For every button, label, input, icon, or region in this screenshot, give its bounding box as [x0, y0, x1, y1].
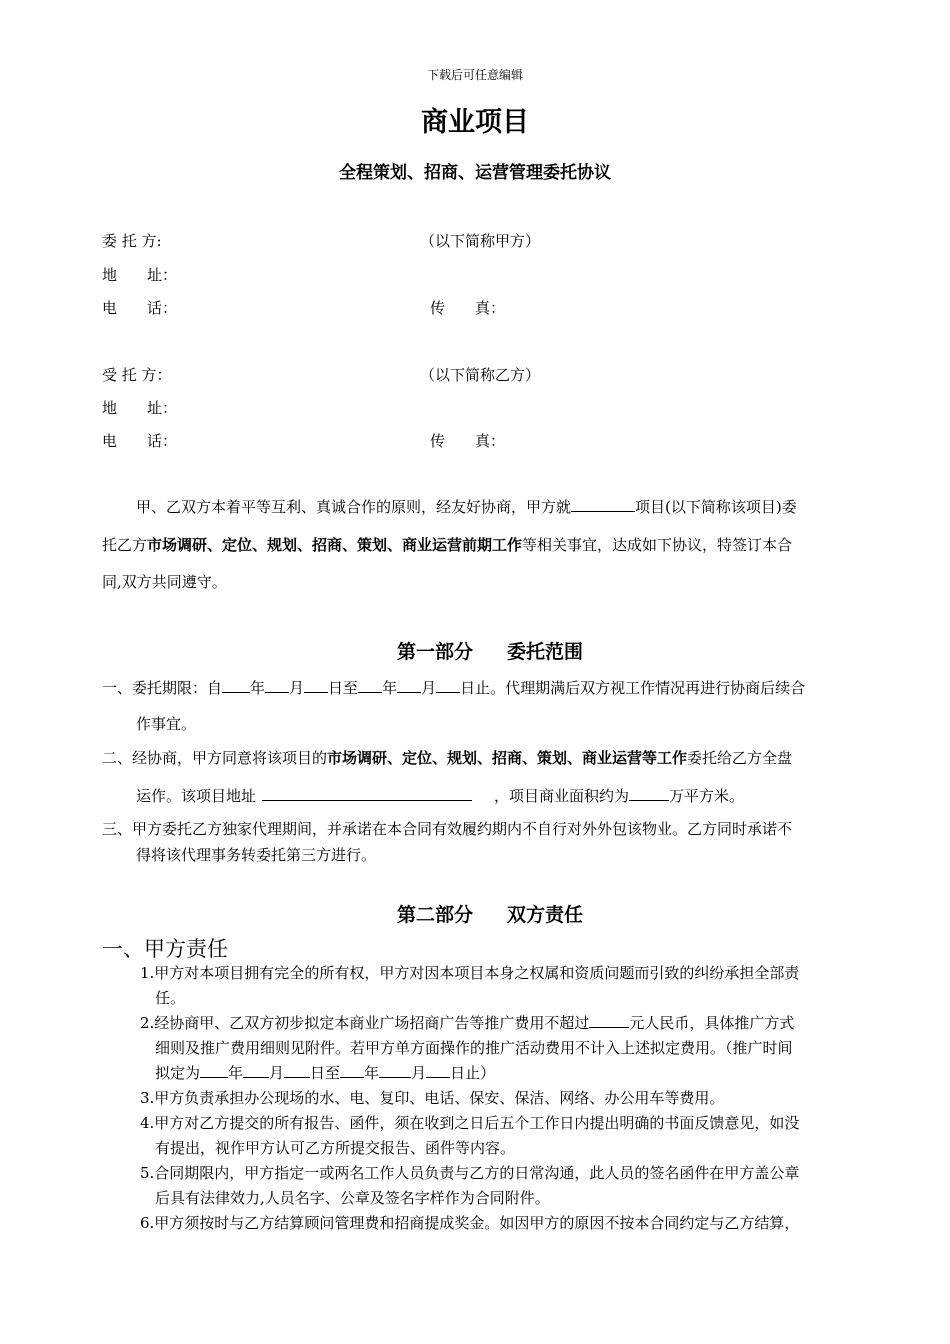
blank-day — [304, 678, 328, 693]
item2-bold-scope: 市场调研、定位、规划、招商、策划、商业运营等工作 — [327, 749, 688, 767]
part1-item1-line1 — [102, 677, 805, 698]
party-b-label: 受 托 方： — [102, 366, 172, 384]
party-b-fax-label: 传 真： — [430, 432, 506, 450]
intro-bold-scope: 市场调研、定位、规划、招商、策划、商业运营前期工作 — [147, 536, 523, 554]
intro-line-3: 同,双方共同遵守。 — [102, 573, 227, 591]
item-text: 日至 — [328, 679, 359, 697]
blank-month — [379, 1063, 411, 1078]
blank-year — [358, 678, 382, 693]
item-text: 年 — [382, 679, 398, 697]
blank-day — [426, 1063, 450, 1078]
duty-3: 3.甲方负责承担办公现场的水、电、复印、电话、保安、保洁、网络、办公用车等费用。 — [140, 1089, 725, 1107]
intro-line-1 — [136, 496, 797, 517]
item-text: 拟定为 — [155, 1064, 201, 1082]
item-text: 月 — [289, 679, 305, 697]
item-text: 元人民币，具体推广方式 — [629, 1014, 795, 1032]
item-text: 日至 — [310, 1064, 341, 1082]
duty-1-line2: 任。 — [155, 989, 186, 1007]
blank-month — [265, 678, 289, 693]
party-a-fax-label: 传 真： — [430, 299, 506, 317]
part2-heading — [0, 900, 950, 927]
duty-2-line3 — [155, 1062, 495, 1083]
item-text: 一、委托期限：自 — [102, 679, 223, 697]
blank-year — [222, 678, 250, 693]
party-a-note: （以下简称甲方） — [420, 232, 541, 250]
part1-heading — [0, 637, 950, 664]
intro-text: 项目(以下简称该项目)委 — [635, 498, 797, 516]
document-subtitle: 全程策划、招商、运营管理委托协议 — [339, 163, 611, 183]
part2-heading-number: 第二部分 — [396, 904, 473, 926]
duty-4-line2: 有提出，视作甲方认可乙方所提交报告、函件等内容。 — [155, 1139, 516, 1157]
part1-heading-number: 第一部分 — [396, 641, 473, 663]
duty-1-line1: 1.甲方对本项目拥有完全的所有权，甲方对因本项目本身之权属和资质问题而引致的纠纷承担全部责 — [140, 964, 800, 982]
item-text: 月 — [269, 1064, 285, 1082]
blank-day — [284, 1063, 310, 1078]
item-text: 2.经协商甲、乙双方初步拟定本商业广场招商广告等推广费用不超过 — [140, 1014, 590, 1032]
intro-line-2 — [102, 534, 792, 555]
intro-text: 甲、乙双方本着平等互利、真诚合作的原则，经友好协商，甲方就 — [136, 498, 572, 516]
item-text: 月 — [421, 679, 437, 697]
part1-item3-line1: 三、甲方委托乙方独家代理期间，并承诺在本合同有效履约期内不自行对外外包该物业。乙方同时承诺不 — [102, 820, 793, 838]
part1-item2-line2 — [136, 785, 744, 806]
header-note: 下载后可任意编辑 — [426, 68, 523, 82]
part1-item2-line1 — [102, 747, 792, 768]
blank-year — [340, 1063, 364, 1078]
party-a-address-label: 地 址： — [102, 266, 178, 284]
blank-year — [200, 1063, 228, 1078]
part1-heading-title: 委托范围 — [507, 641, 584, 663]
intro-text: 托乙方 — [102, 536, 148, 554]
blank-day — [436, 678, 460, 693]
party-a-phone-label: 电 话： — [102, 299, 178, 317]
blank-project-name — [571, 497, 635, 512]
duty-2-line2: 细则及推广费用细则见附件。若甲方单方面操作的推广活动费用不计入上述拟定费用。（推广时间 — [155, 1039, 793, 1057]
party-b-phone-label: 电 话： — [102, 432, 178, 450]
duty-5-line1: 5.合同期限内，甲方指定一或两名工作人员负责与乙方的日常沟通，此人员的签名函件在甲方盖公章 — [140, 1164, 800, 1182]
blank-promotion-cost — [589, 1013, 629, 1028]
item-text: 万平方米。 — [669, 787, 745, 805]
blank-project-address — [262, 786, 472, 801]
duty-4-line1: 4.甲方对乙方提交的所有报告、函件，须在收到之日后五个工作日内提出明确的书面反馈意见，如没 — [140, 1114, 800, 1132]
item-text: 年 — [364, 1064, 380, 1082]
party-a-label: 委 托 方: — [102, 232, 162, 250]
blank-area — [629, 786, 669, 801]
party-b-note: （以下简称乙方） — [420, 366, 541, 384]
item-text: 月 — [411, 1064, 427, 1082]
duty-5-line2: 后具有法律效力,人员名字、公章及签名字样作为合同附件。 — [155, 1189, 550, 1207]
party-b-address-label: 地 址： — [102, 399, 178, 417]
part1-item3-line2: 得将该代理事务转委托第三方进行。 — [136, 846, 377, 864]
item-text: 年 — [228, 1064, 244, 1082]
part1-item1-line2: 作事宜。 — [136, 715, 197, 733]
blank-month — [397, 678, 421, 693]
duty-6-line1: 6.甲方须按时与乙方结算顾问管理费和招商提成奖金。如因甲方的原因不按本合同约定与乙方结算， — [140, 1214, 800, 1232]
document-title: 商业项目 — [421, 107, 529, 138]
blank-month — [243, 1063, 269, 1078]
item-text: 日止） — [450, 1064, 496, 1082]
item-text: 运作。该项目地址 — [136, 787, 257, 805]
party-a-duties-heading: 一、甲方责任 — [102, 937, 228, 961]
item-text: ，项目商业面积约为 — [494, 787, 630, 805]
duty-2-line1 — [140, 1012, 794, 1033]
item-text: 委托给乙方全盘 — [687, 749, 793, 767]
item-text: 二、经协商，甲方同意将该项目的 — [102, 749, 328, 767]
intro-text: 等相关事宜，达成如下协议，特签订本合 — [522, 536, 793, 554]
item-text: 年 — [250, 679, 266, 697]
item-text: 日止。代理期满后双方视工作情况再进行协商后续合 — [460, 679, 806, 697]
part2-heading-title: 双方责任 — [507, 904, 584, 926]
